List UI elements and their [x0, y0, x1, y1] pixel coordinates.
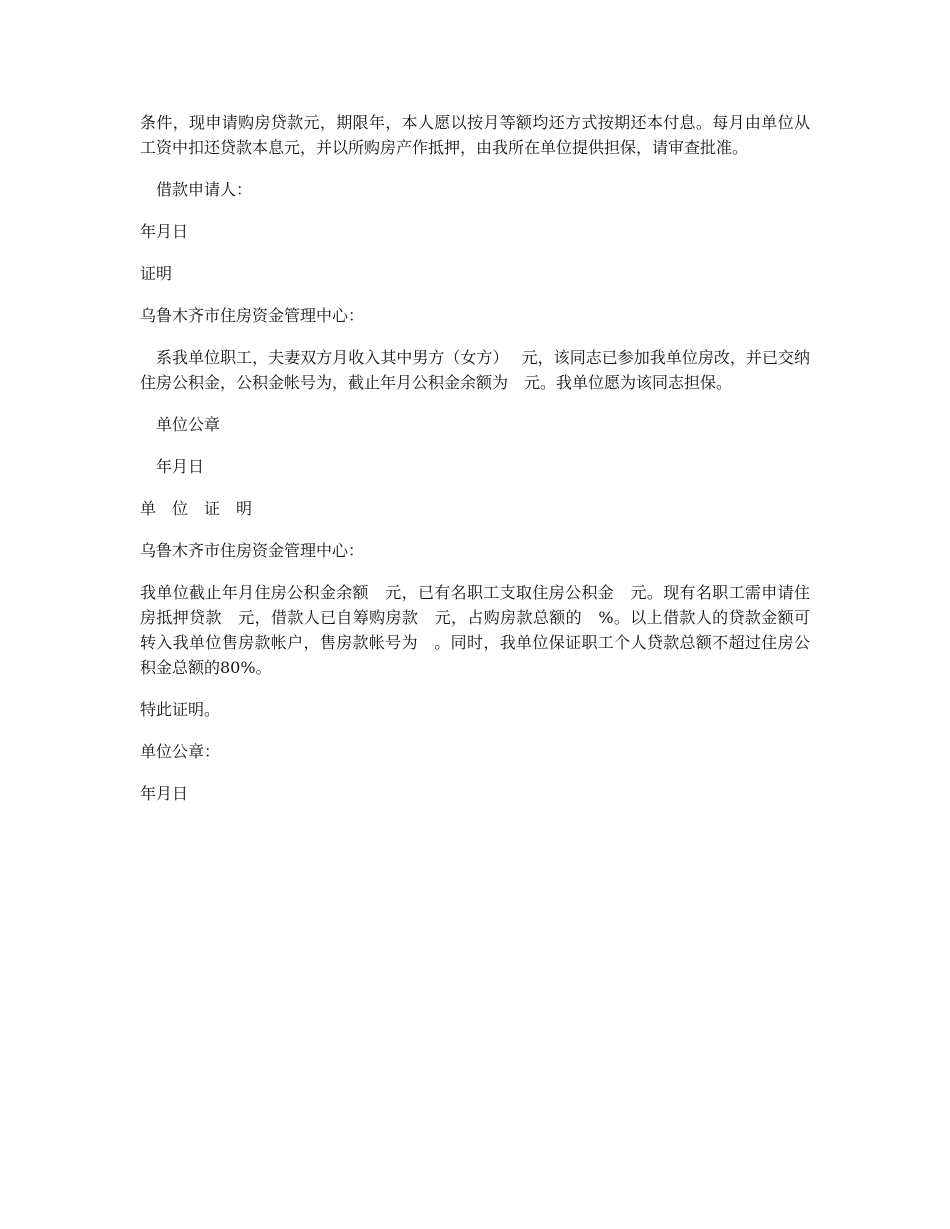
recipient-line-2: 乌鲁木齐市住房资金管理中心： [140, 541, 365, 560]
unit-date-line: 年月日 [140, 457, 205, 476]
applicant-date-line: 年月日 [140, 222, 189, 241]
unit-certificate-paragraph: 我单位截止年月住房公积金余额 元，已有名职工支取住房公积金 元。现有名职工需申请住房抵押贷款 元，借款人已自筹购房款 元，占购房款总额的 %。以上借款人的贷款金额可转入我单位售房款帐户，售房款帐号为 。同时，我单位保证职工个人贷款总额不超过住房公积金总额的80%。 [140, 583, 810, 677]
applicant-signature-line: 借款申请人： [140, 180, 253, 199]
unit-seal-line: 单位公章 [140, 415, 221, 434]
unit-certificate-heading: 单 位 证 明 [140, 499, 253, 518]
recipient-line: 乌鲁木齐市住房资金管理中心： [140, 306, 365, 325]
certificate-heading: 证明 [140, 264, 173, 283]
certification-statement: 特此证明。 [140, 700, 221, 719]
employee-certificate-paragraph: 系我单位职工，夫妻双方月收入其中男方（女方） 元，该同志已参加我单位房改，并已交纳住房公积金，公积金帐号为，截止年月公积金余额为 元。我单位愿为该同志担保。 [140, 348, 810, 392]
final-date-line: 年月日 [140, 784, 189, 803]
loan-request-paragraph: 条件，现申请购房贷款元，期限年，本人愿以按月等额均还方式按期还本付息。每月由单位从工资中扣还贷款本息元，并以所购房产作抵押，由我所在单位提供担保，请审查批准。 [140, 113, 810, 157]
unit-seal-signature-line: 单位公章： [140, 742, 221, 761]
document-body [140, 110, 810, 823]
